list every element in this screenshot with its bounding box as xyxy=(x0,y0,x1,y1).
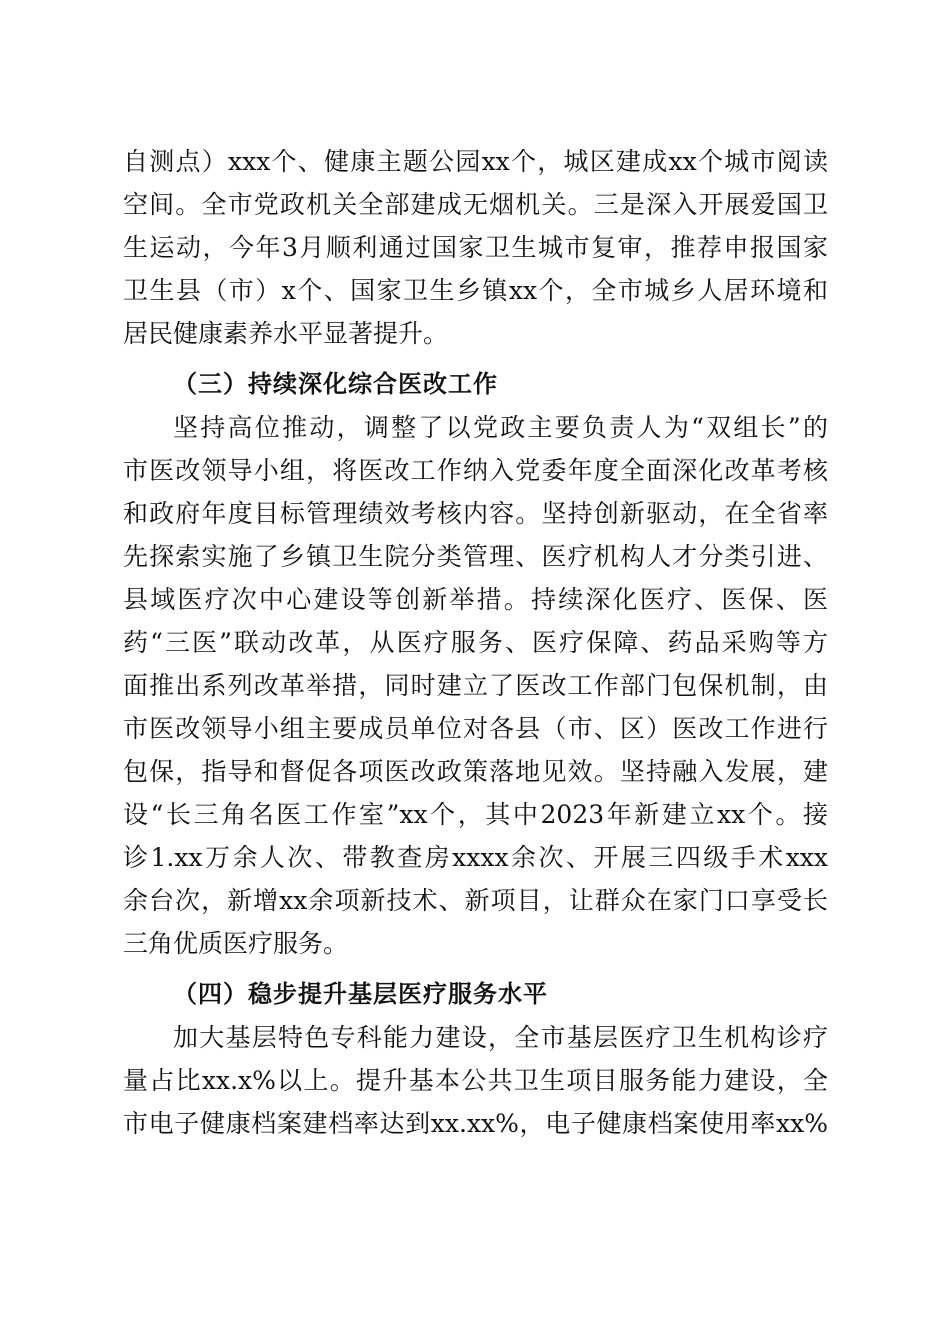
paragraph-line: 卫生县（市）x个、国家卫生乡镇xx个，全市城乡人居环境和 xyxy=(123,276,828,305)
paragraph-line: 加大基层特色专科能力建设，全市基层医疗卫生机构诊疗 xyxy=(173,1023,828,1052)
paragraph-line: 生运动，今年3月顺利通过国家卫生城市复审，推荐申报国家 xyxy=(123,233,828,262)
paragraph-line: 自测点）xxx个、健康主题公园xx个，城区建成xx个城市阅读 xyxy=(123,147,828,176)
paragraph-line: 和政府年度目标管理绩效考核内容。坚持创新驱动，在全省率 xyxy=(123,499,828,528)
paragraph-line: 诊1.xx万余人次、带教查房xxxx余次、开展三四级手术xxx xyxy=(123,843,828,872)
paragraph-line: 坚持高位推动，调整了以党政主要负责人为“双组长”的 xyxy=(173,413,828,442)
paragraph-line: 市医改领导小组，将医改工作纳入党委年度全面深化改革考核 xyxy=(123,456,828,485)
paragraph-line: 空间。全市党政机关全部建成无烟机关。三是深入开展爱国卫 xyxy=(123,190,828,219)
paragraph-line: 居民健康素养水平显著提升。 xyxy=(123,319,449,348)
paragraph-line: 市医改领导小组主要成员单位对各县（市、区）医改工作进行 xyxy=(123,714,828,743)
paragraph-line: 面推出系列改革举措，同时建立了医改工作部门包保机制，由 xyxy=(123,671,828,700)
paragraph-line: 市电子健康档案建档率达到xx.xx%，电子健康档案使用率xx% xyxy=(123,1109,828,1138)
paragraph-line: 先探索实施了乡镇卫生院分类管理、医疗机构人才分类引进、 xyxy=(123,542,828,571)
paragraph-line: 设“长三角名医工作室”xx个，其中2023年新建立xx个。接 xyxy=(123,800,828,829)
paragraph-line: 余台次，新增xx余项新技术、新项目，让群众在家门口享受长 xyxy=(123,886,828,915)
section-heading-3: （三）持续深化综合医改工作 xyxy=(173,370,498,398)
paragraph-line: 药“三医”联动改革，从医疗服务、医疗保障、药品采购等方 xyxy=(123,628,828,657)
section-heading-4: （四）稳步提升基层医疗服务水平 xyxy=(173,980,548,1008)
paragraph-line: 量占比xx.x%以上。提升基本公共卫生项目服务能力建设，全 xyxy=(123,1066,828,1095)
paragraph-line: 包保，指导和督促各项医改政策落地见效。坚持融入发展，建 xyxy=(123,757,828,786)
paragraph-line: 三角优质医疗服务。 xyxy=(123,929,349,958)
paragraph-line: 县域医疗次中心建设等创新举措。持续深化医疗、医保、医 xyxy=(123,585,828,614)
